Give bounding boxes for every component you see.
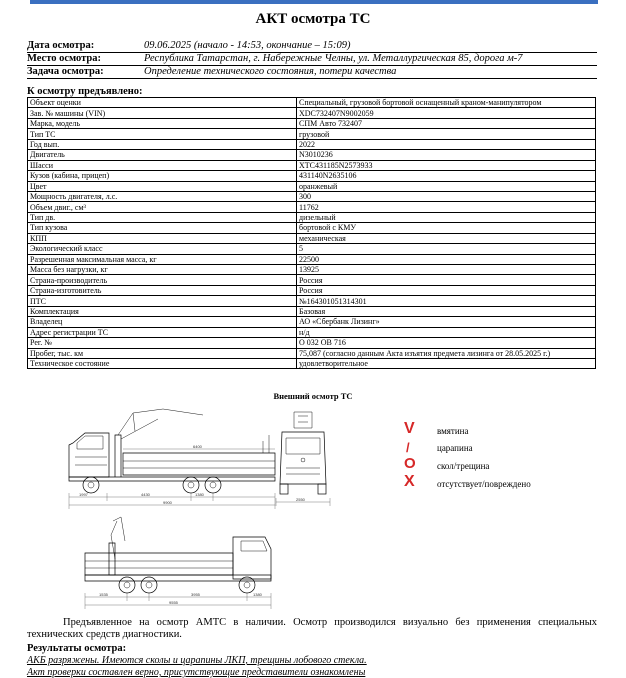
- field-name: Объект оценки: [28, 98, 297, 108]
- field-value: XTC431185N2573933: [297, 160, 596, 170]
- external-inspection-title: Внешний осмотр ТС: [273, 391, 353, 401]
- table-row: [28, 254, 596, 264]
- field-value: 22500: [297, 254, 596, 264]
- field-name: Пробег, тыс. км: [28, 348, 297, 358]
- vehicle-data-table: [27, 97, 596, 369]
- field-value: 300: [297, 191, 596, 201]
- field-value: 2022: [297, 139, 596, 149]
- table-row: [28, 160, 596, 170]
- meta-value: Определение технического состояния, потери качества: [144, 66, 397, 77]
- field-value: бортовой с КМУ: [297, 223, 596, 233]
- results-line-2: Акт проверки составлен верно, присутствующие представители ознакомлены: [27, 667, 366, 678]
- field-name: КПП: [28, 233, 297, 243]
- table-row: [28, 233, 596, 243]
- dent-symbol-icon: V: [404, 420, 415, 437]
- scratch-symbol-icon: /: [406, 440, 410, 455]
- field-value: XDC732407N9002059: [297, 108, 596, 118]
- table-row: [28, 98, 596, 108]
- truck-front-diagram: [272, 410, 334, 508]
- field-name: Объем двиг., см³: [28, 202, 297, 212]
- field-name: Шасси: [28, 160, 297, 170]
- field-value: механическая: [297, 233, 596, 243]
- table-row: [28, 338, 596, 348]
- meta-value: Республика Татарстан, г. Набережные Челны, ул. Металлургическая 85, дорога м-7: [144, 53, 523, 64]
- table-row: [28, 327, 596, 337]
- table-row: [28, 150, 596, 160]
- dim-label: 4430: [141, 492, 150, 497]
- field-name: Адрес регистрации ТС: [28, 327, 297, 337]
- field-value: 5: [297, 244, 596, 254]
- field-value: удовлетворительное: [297, 358, 596, 368]
- field-name: Тип ТС: [28, 129, 297, 139]
- dim-label: 9555: [169, 600, 178, 605]
- truck-side-diagram-2: [65, 513, 277, 613]
- table-row: [28, 118, 596, 128]
- dim-label: 2550: [296, 497, 305, 502]
- field-name: Цвет: [28, 181, 297, 191]
- field-name: Тип дв.: [28, 212, 297, 222]
- table-row: [28, 348, 596, 358]
- table-row: [28, 265, 596, 275]
- dim-label: 3955: [191, 592, 200, 597]
- field-name: Страна-производитель: [28, 275, 297, 285]
- top-accent-bar: [30, 0, 598, 4]
- table-row: [28, 212, 596, 222]
- chip-symbol-icon: O: [404, 455, 416, 472]
- field-value: 13925: [297, 265, 596, 275]
- field-name: Комплектация: [28, 306, 297, 316]
- dim-label: 1380: [195, 492, 204, 497]
- table-row: [28, 191, 596, 201]
- field-value: оранжевый: [297, 181, 596, 191]
- field-name: Марка, модель: [28, 118, 297, 128]
- legend-missing-label: отсутствует/повреждено: [437, 479, 531, 489]
- table-row: [28, 317, 596, 327]
- field-value: №164301051314301: [297, 296, 596, 306]
- field-name: Год вып.: [28, 139, 297, 149]
- field-value: 431140N2635106: [297, 171, 596, 181]
- table-row: [28, 108, 596, 118]
- field-name: Страна-изготовитель: [28, 285, 297, 295]
- field-value: Базовая: [297, 306, 596, 316]
- dim-label: 9900: [163, 500, 172, 505]
- field-value: Россия: [297, 285, 596, 295]
- meta-label: Задача осмотра:: [27, 66, 104, 77]
- field-name: Техническое состояние: [28, 358, 297, 368]
- results-title: Результаты осмотра:: [27, 643, 127, 654]
- table-row: [28, 296, 596, 306]
- field-name: Тип кузова: [28, 223, 297, 233]
- field-name: Владелец: [28, 317, 297, 327]
- dim-label: 6400: [193, 444, 202, 449]
- field-name: ПТС: [28, 296, 297, 306]
- table-row: [28, 171, 596, 181]
- section-title: К осмотру предъявлено:: [27, 86, 143, 97]
- table-row: [28, 244, 596, 254]
- field-value: О 032 ОВ 716: [297, 338, 596, 348]
- field-name: Двигатель: [28, 150, 297, 160]
- table-row: [28, 285, 596, 295]
- field-value: 75,087 (согласно данным Акта изъятия предмета лизинга от 28.05.2025 г.): [297, 348, 596, 358]
- field-value: N3010236: [297, 150, 596, 160]
- field-name: Рег. №: [28, 338, 297, 348]
- field-value: 11762: [297, 202, 596, 212]
- meta-value: 09.06.2025 (начало - 14:53, окончание – 15:09): [144, 40, 351, 51]
- field-name: Кузов (кабина, прицеп): [28, 171, 297, 181]
- dim-label: 1535: [99, 592, 108, 597]
- results-line-1: АКБ разряжены. Имеются сколы и царапины ЛКП, трещины лобового стекла.: [27, 655, 367, 666]
- table-row: [28, 306, 596, 316]
- field-name: Масса без нагрузки, кг: [28, 265, 297, 275]
- legend-chip-label: скол/трещина: [437, 461, 490, 471]
- field-name: Зав. № машины (VIN): [28, 108, 297, 118]
- legend-dent-label: вмятина: [437, 426, 469, 436]
- field-value: н/д: [297, 327, 596, 337]
- dim-label: 1997: [79, 492, 88, 497]
- missing-symbol-icon: X: [404, 473, 415, 490]
- truck-side-diagram: [63, 405, 285, 512]
- field-name: Разрешенная максимальная масса, кг: [28, 254, 297, 264]
- field-name: Экологический класс: [28, 244, 297, 254]
- meta-label: Дата осмотра:: [27, 40, 95, 51]
- inspection-note: Предъявленное на осмотр АМТС в наличии. Осмотр производился визуально без применения специальных технических средств диагностики.: [27, 617, 597, 640]
- page-title: АКТ осмотра ТС: [255, 11, 371, 27]
- table-row: [28, 223, 596, 233]
- field-value: Россия: [297, 275, 596, 285]
- dim-label: 1380: [253, 592, 262, 597]
- meta-label: Место осмотра:: [27, 53, 102, 64]
- field-value: СПМ Авто 732407: [297, 118, 596, 128]
- table-row: [28, 358, 596, 368]
- table-row: [28, 275, 596, 285]
- table-row: [28, 139, 596, 149]
- field-value: Специальный, грузовой бортовой оснащенный краном-манипулятором: [297, 98, 596, 108]
- meta-row-place: [27, 52, 597, 66]
- field-value: грузовой: [297, 129, 596, 139]
- table-row: [28, 181, 596, 191]
- field-value: АО «Сбербанк Лизинг»: [297, 317, 596, 327]
- table-row: [28, 129, 596, 139]
- meta-row-date: [27, 39, 597, 53]
- table-row: [28, 202, 596, 212]
- field-value: дизельный: [297, 212, 596, 222]
- meta-row-task: [27, 65, 597, 79]
- field-name: Мощность двигателя, л.с.: [28, 191, 297, 201]
- legend-scratch-label: царапина: [437, 443, 473, 453]
